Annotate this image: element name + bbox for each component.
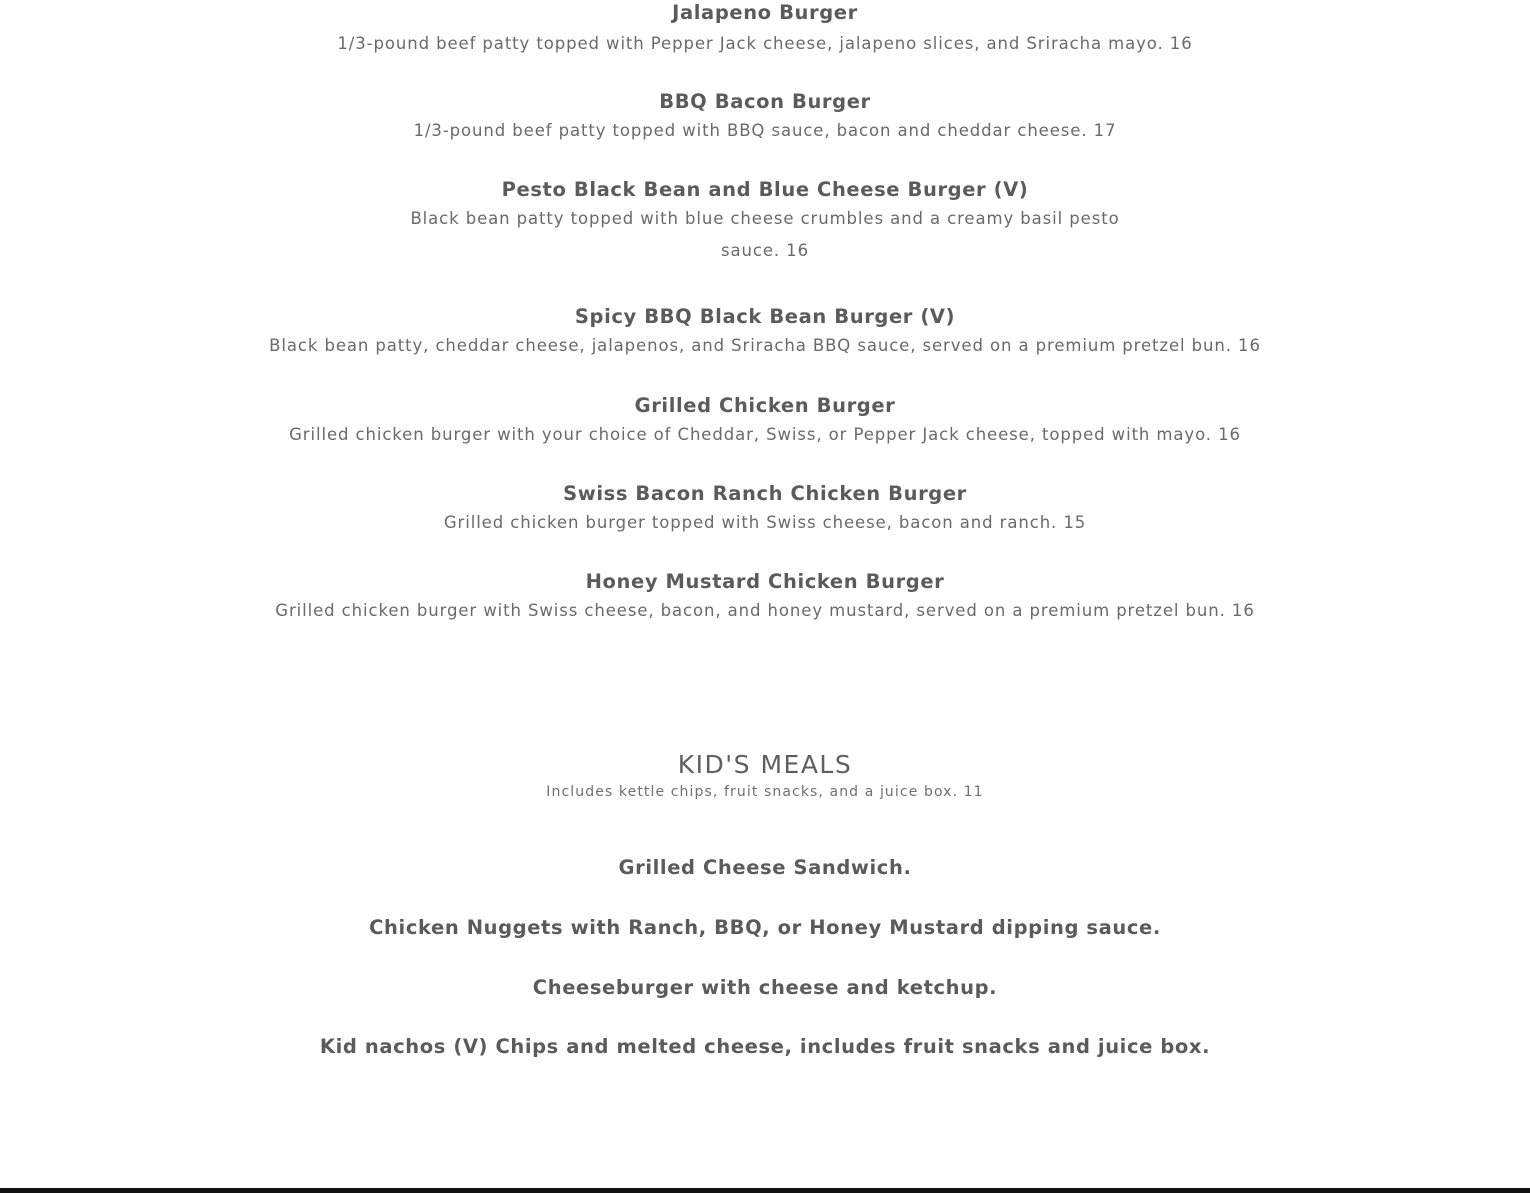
kids-menu-item: Grilled Cheese Sandwich. — [618, 856, 912, 879]
menu-item — [0, 177, 1530, 267]
kids-menu-item: Kid nachos (V) Chips and melted cheese, includes fruit snacks and juice box. — [319, 1035, 1211, 1058]
menu-item-name: Pesto Black Bean and Blue Cheese Burger (V) — [501, 178, 1029, 201]
menu-item-name: Spicy BBQ Black Bean Burger (V) — [574, 305, 956, 328]
menu-item — [0, 304, 1530, 362]
menu-item-description: Black bean patty topped with blue cheese crumbles and a creamy basil pesto sauce. 16 — [410, 209, 1120, 260]
menu-item-description: 1/3-pound beef patty topped with Pepper Jack cheese, jalapeno slices, and Sriracha mayo. 16 — [337, 34, 1193, 53]
section-title: KID'S MEALS — [677, 750, 853, 779]
menu-item-name: Swiss Bacon Ranch Chicken Burger — [563, 482, 967, 505]
section-subtitle: Includes kettle chips, fruit snacks, and a juice box. 11 — [546, 784, 984, 800]
menu-item-name: Jalapeno Burger — [672, 1, 858, 24]
kids-menu-item: Chicken Nuggets with Ranch, BBQ, or Honey Mustard dipping sauce. — [369, 916, 1161, 939]
menu-item-description: 1/3-pound beef patty topped with BBQ sauce, bacon and cheddar cheese. 17 — [413, 121, 1117, 140]
menu-item — [0, 89, 1530, 147]
footer-divider — [0, 1188, 1530, 1193]
menu-item-description: Grilled chicken burger with your choice of Cheddar, Swiss, or Pepper Jack cheese, topped with mayo. 16 — [289, 425, 1241, 444]
menu-item-name: Grilled Chicken Burger — [634, 394, 896, 417]
menu-item-description: Grilled chicken burger topped with Swiss cheese, bacon and ranch. 15 — [443, 513, 1087, 532]
menu-item-description: Grilled chicken burger with Swiss cheese, bacon, and honey mustard, served on a premium pretzel bun. 16 — [275, 601, 1255, 620]
menu-item-name: Honey Mustard Chicken Burger — [585, 570, 945, 593]
menu-item — [0, 393, 1530, 451]
kids-menu-item: Cheeseburger with cheese and ketchup. — [532, 976, 998, 999]
menu-item — [0, 481, 1530, 539]
menu-item-name: BBQ Bacon Burger — [659, 90, 871, 113]
menu-item — [0, 569, 1530, 627]
menu-item-description: Black bean patty, cheddar cheese, jalapenos, and Sriracha BBQ sauce, served on a premium pretzel bun. 16 — [269, 336, 1261, 355]
menu-item — [0, 0, 1530, 60]
